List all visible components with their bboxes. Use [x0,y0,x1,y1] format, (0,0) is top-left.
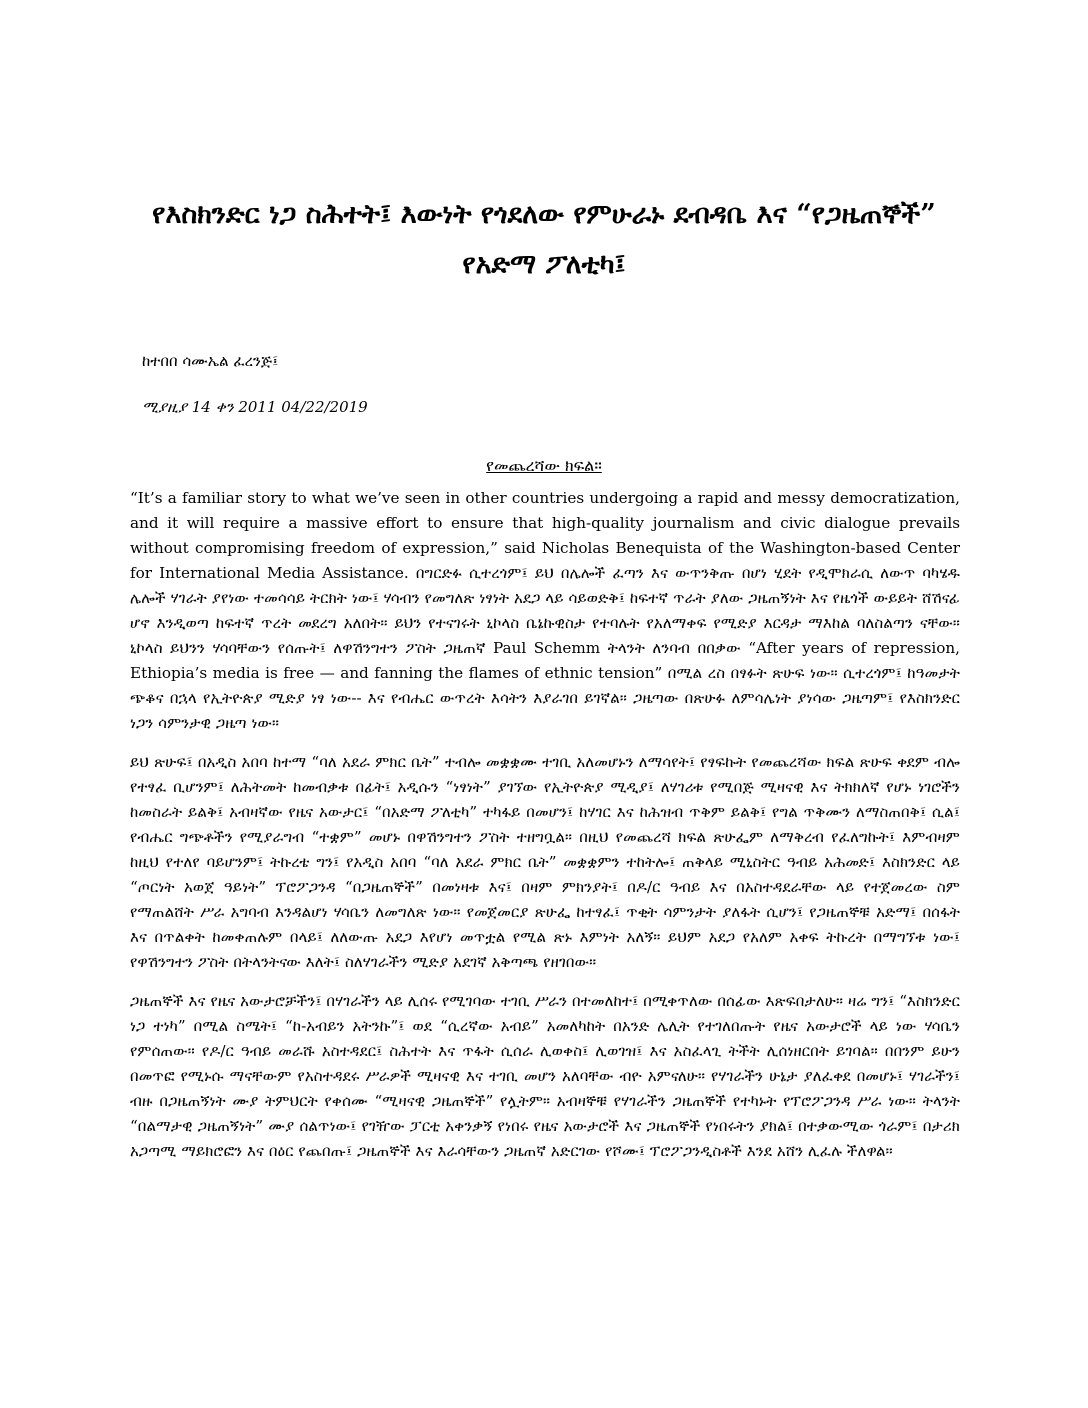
body-text [130,486,960,1178]
date-line: ሚያዚያ 14 ቀን 2011 04/22/2019 [142,398,368,416]
paragraph-2: ይህ ጽሁፍ፤ በአዲስ አበባ ከተማ “ባለ አደራ ምክር ቤት” ተብሎ መቋቋሙ ተገቢ አለመሆኑን ለማሳየት፤ የፃፍኩት የመጨረሻው ክፍል ጽሁፍ ቀደም ብሎ የተፃፈ ቢሆንም፤ ለሕትመት ከመብቃቱ በፊት፤ አዲሱን “ነፃነት” ያገኘው የኢትዮጵያ ሚዲያ፤ ለሃገሪቱ የሚበጅ ሚዛናዊ እና ትክክለኛ የሆኑ ነገሮችን ከመስራት ይልቅ፤ አብዛኛው የዜና አውታር፤ “በአድማ ፖለቲካ” ተካፋይ በመሆን፤ ከሃገር እና ከሕዝብ ጥቅም ይልቅ፤ የግል ጥቅሙን ለማስጠበቅ፤ ሲል፤ የብሔር ግጭቶችን የሚያራግብ “ተቋም” መሆኑ በዋሽንግተን ፖስት ተዘግቧል። በዚህ የመጨረሻ ክፍል ጽሁፌም ለማቅረብ የፈለግኩት፤ እምብዛም ከዚህ የተለየ ባይሆንም፤ ትኩረቴ ግን፤ የአዲስ አበባ “ባለ አደራ ምክር ቤት” መቋቋምን ተከትሎ፤ ጠቅላይ ሚኒስትር ዓብይ አሕመድ፤ እስክንድር ላይ “ጦርነት አወጀ ዓይነት” ፕሮፖጋንዳ “በጋዜጠኞች” በመነዛቱ እና፤ በዛም ምክንያት፤ በዶ/ር ዓብይ እና በአስተዳደራቸው ላይ የተጀመረው ስም የማጠልሸት ሥራ አግባብ እንዳልሆነ ሃሳቤን ለመግለጽ ነው። የመጀመርያ ጽሁፌ ከተፃፈ፤ ጥቂት ሳምንታት ያለፋት ሲሆን፤ የጋዜጠኞቹ አድማ፤ በሰፋት እና በጥልቀት ከመቀጠሉም በላይ፤ ለለውጡ አደጋ እየሆነ መጥቷል የሚል ጽኑ እምነት አለኝ። ይህም አደጋ የአለም አቀፍ ትኩረት በማግኘቱ ነው፤ የዋሽንግተን ፖስት በትላንትናው እለት፤ ስለሃገራችን ሚድያ አደገኛ አቅጣጫ የዘገበው። [130,753,960,971]
author-line: ከተበበ ሳሙኤል ፈረንጅ፤ [142,352,279,370]
paragraph-1: “It’s a familiar story to what we’ve seen in other countries undergoing a rapid and messy democratization, and it will require a massive effort to ensure that high-quality journalism and civic dialogue prevails without compromising freedom of expression,” said Nicholas Benequista of the Washington-based Center for International Media Assistance. በግርድፉ ሲተረጎም፤ ይህ በሌሎች ፈጣን እና ውጥንቅጡ በሆነ ሂደት የዲሞክራሲ ለውጥ ባካሄዱ ሌሎች ሃገራት ያየነው ተመሳሳይ ትርክት ነው፤ ሃሳብን የመግለጽ ነፃነት አደጋ ላይ ሳይወድቅ፤ ከፍተኛ ጥራት ያለው ጋዜጠኝነት እና የዜጎች ውይይት ሸሽናፊ ሆኖ እንዲወጣ ከፍተኛ ጥረት መደረግ አለበት። ይህን የተናገሩት ኒኮላስ ቤኔኩዊስታ የተባሉት የአለማቀፍ የሚድያ እርዳታ ማእከል ባለስልጣን ናቸው። ኒኮላስ ይህንን ሃሳባቸውን የሰጡት፤ ለዋሽንግተን ፖስት ጋዜጠኛ Paul Schemm ትላንት ለንባብ በበቃው “After years of repression, Ethiopia’s media is free — and fanning the flames of ethnic tension” በሚል ረስ በፃፉት ጽሁፍ ነው። ሲተረጎም፤ ከዓመታት ጭቆና በኋላ የኢትዮጵያ ሚድያ ነፃ ነው-- እና የብሔር ውጥረት እሳትን እያራገበ ይገኛል። ጋዜጣው በጽሁፉ ለምሳሌነት ያነሳው ጋዜጣም፤ የእስክንድር ነጋን ሳምንታዊ ጋዜጣ ነው። [130,489,960,732]
title-line-2: የአድማ ፖለቲካ፤ [462,249,626,280]
document-title [60,190,1028,290]
paragraph-3: ጋዜጠኞች እና የዜና አውታሮቻችን፤ በሃገራችን ላይ ሊሰሩ የሚገባው ተገቢ ሥራን በተመለከተ፤ በሚቀጥለው በሰፊው እጽፍበታለሁ። ዛሬ ግን፤ “እስክንድር ነጋ ተነካ” በሚል ስሜት፤ “ከ-አብይን አትንኩ”፤ ወደ “ሲረኛው አብይ” አመለካከት በአንድ ሌሊት የተገለበጡት የዜና አውታሮች ላይ ነው ሃሳቤን የምሰጠው። የዶ/ር ዓብይ መራሹ አስተዳደር፤ ስሕተት እና ጥፋት ሲሰራ ሊወቀስ፤ ሊወገዝ፤ እና አስፈላጊ ትችት ሊሰነዘርበት ይገባል። በበንም ይሁን በመጥፎ የሚኑሱ ማናቸውም የአስተዳደሩ ሥራዎች ሚዛናዊ እና ተገቢ መሆን አለባቸው ብዮ አምናለሁ። የሃገራችን ሁኔታ ያለፈቀደ በመሆኑ፤ ሃገራችን፤ ብዙ በጋዜጠኝነት ሙያ ትምህርት የቀሰሙ “ሚዛናዊ ጋዜጠኞች” የሏትም። አብዛኞቹ የሃገራችን ጋዜጠኞች የተካኑት የፕሮፖጋንዳ ሥራ ነው። ትላንት “በልማታዊ ጋዜጠኝነት” ሙያ ሰልጥነው፤ የገዥው ፓርቲ አቀንቃኝ የነበሩ የዜና አውታሮች እና ጋዜጠኞች የነበሩትን ያክል፤ በተቃውሚው ጎራም፤ በታሪክ አጋጣሚ ማይክሮፎን እና በዕር የጨበጡ፤ ጋዜጠኞች እና እራሳቸውን ጋዜጠኛ አድርገው የሾሙ፤ ፕሮፖጋንዲስቶች እንደ አሸን ሊፈሉ ችለዋል። [130,992,960,1160]
section-heading: የመጨረሻው ክፍል። [486,456,602,475]
title-line-1: የእስክንድር ነጋ ስሕተት፤ እውነት የጎደለው የምሁራኑ ደብዳቤ እና “የጋዜጠኞች” [152,199,936,230]
